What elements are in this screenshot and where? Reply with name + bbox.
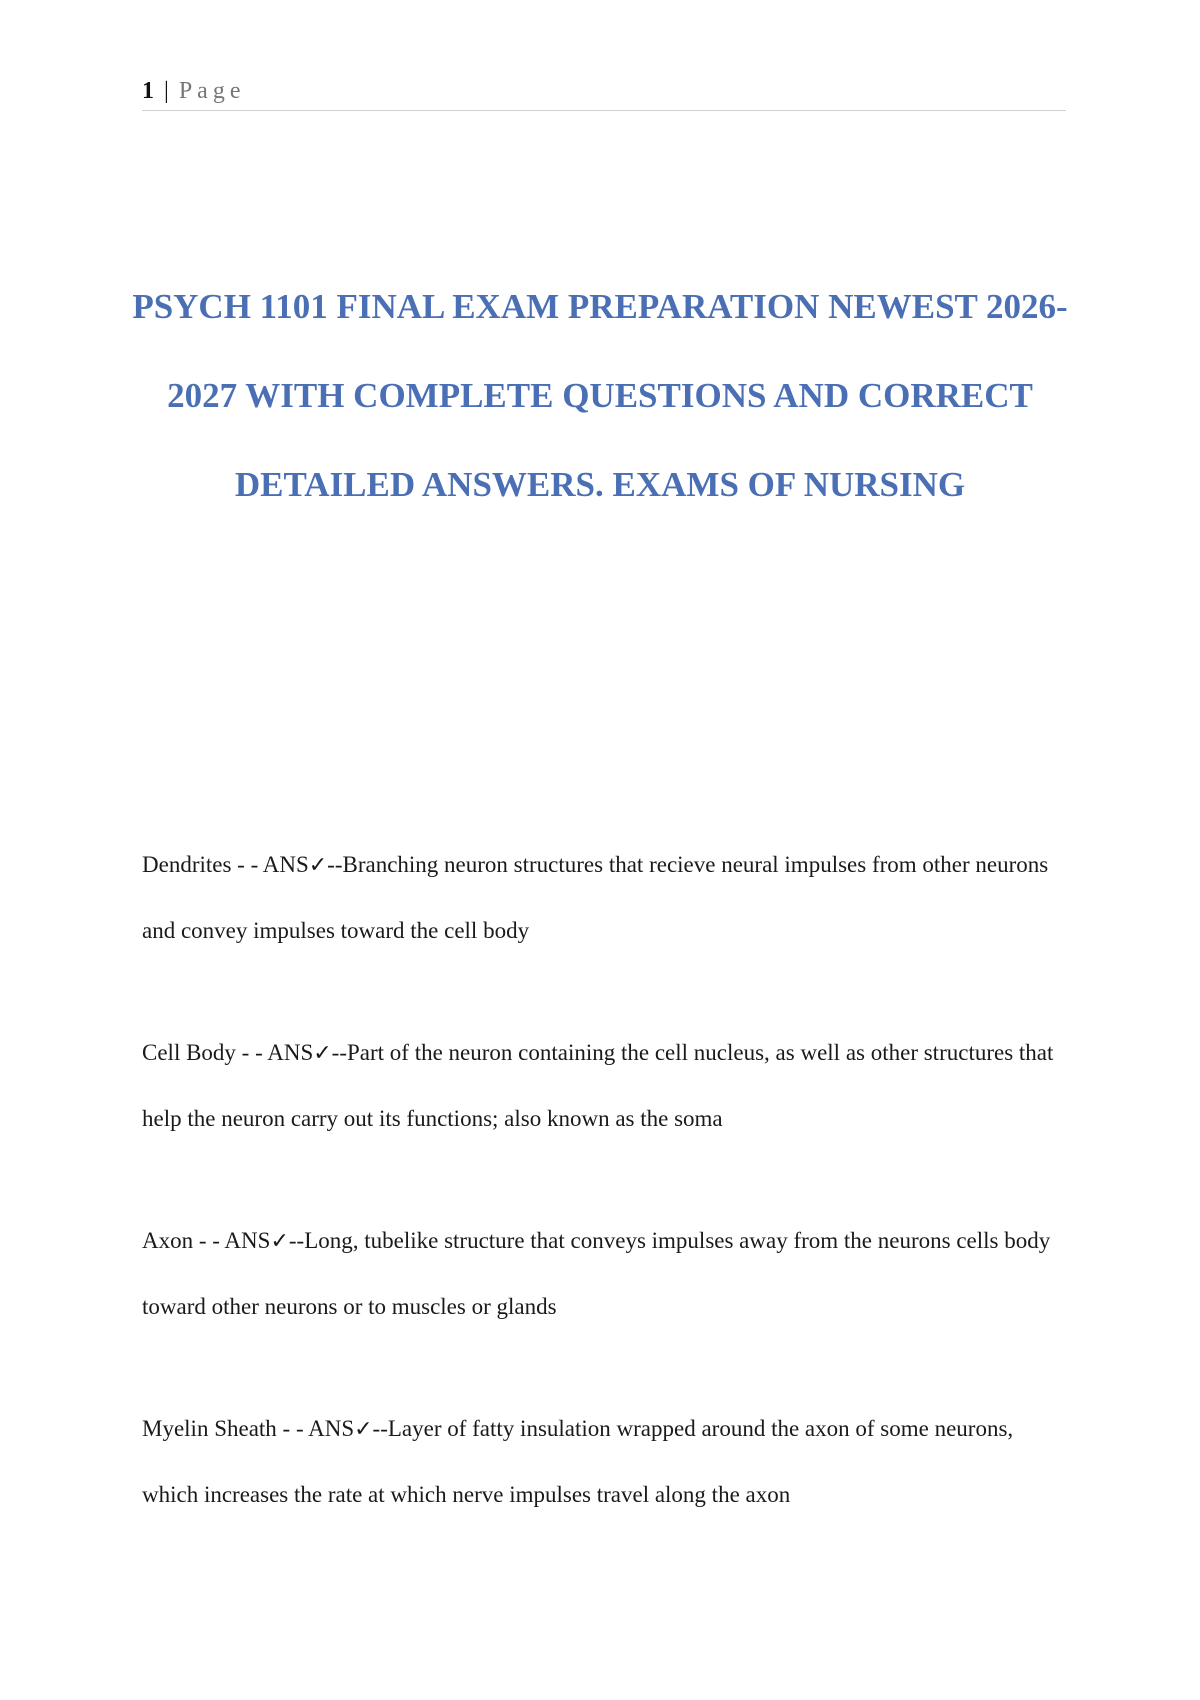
qa-marker: - - ANS: [276, 1416, 355, 1441]
qa-item-dendrites: [142, 832, 1072, 963]
check-icon: ✓: [270, 1229, 289, 1254]
check-icon: ✓: [354, 1417, 373, 1442]
page-number: 1: [142, 78, 154, 104]
qa-answer: --Part of the neuron containing the cell nucleus, as well as other structures that help the neuron carry out its functions; also known as the soma: [142, 1040, 1054, 1131]
document-title: PSYCH 1101 FINAL EXAM PREPARATION NEWEST 2026-2027 WITH COMPLETE QUESTIONS AND CORRECT DETAILED ANSWERS. EXAMS OF NURSING: [132, 287, 1068, 504]
qa-answer: --Branching neuron structures that recieve neural impulses from other neurons and convey impulses toward the cell body: [142, 852, 1049, 943]
qa-term: Axon: [142, 1228, 194, 1253]
qa-list: [142, 832, 1072, 1584]
qa-marker: - - ANS: [235, 1040, 314, 1065]
qa-marker: - - ANS: [231, 852, 309, 877]
qa-answer: --Long, tubelike structure that conveys impulses away from the neurons cells body toward other neurons or to muscles or glands: [142, 1228, 1051, 1319]
page-label: Page: [178, 78, 246, 104]
qa-term: Dendrites: [142, 852, 232, 877]
page-separator: |: [164, 78, 169, 104]
qa-item-cell-body: [142, 1020, 1072, 1151]
qa-item-myelin-sheath: [142, 1396, 1072, 1527]
qa-marker: - - ANS: [193, 1228, 271, 1253]
qa-term: Cell Body: [142, 1040, 236, 1065]
check-icon: ✓: [308, 853, 328, 878]
qa-item-axon: [142, 1208, 1072, 1339]
qa-term: Myelin Sheath: [142, 1416, 277, 1441]
check-icon: ✓: [313, 1041, 332, 1066]
page-header: [142, 74, 1066, 111]
qa-answer: --Layer of fatty insulation wrapped around the axon of some neurons, which increases the rate at which nerve impulses travel along the axon: [142, 1416, 1014, 1507]
